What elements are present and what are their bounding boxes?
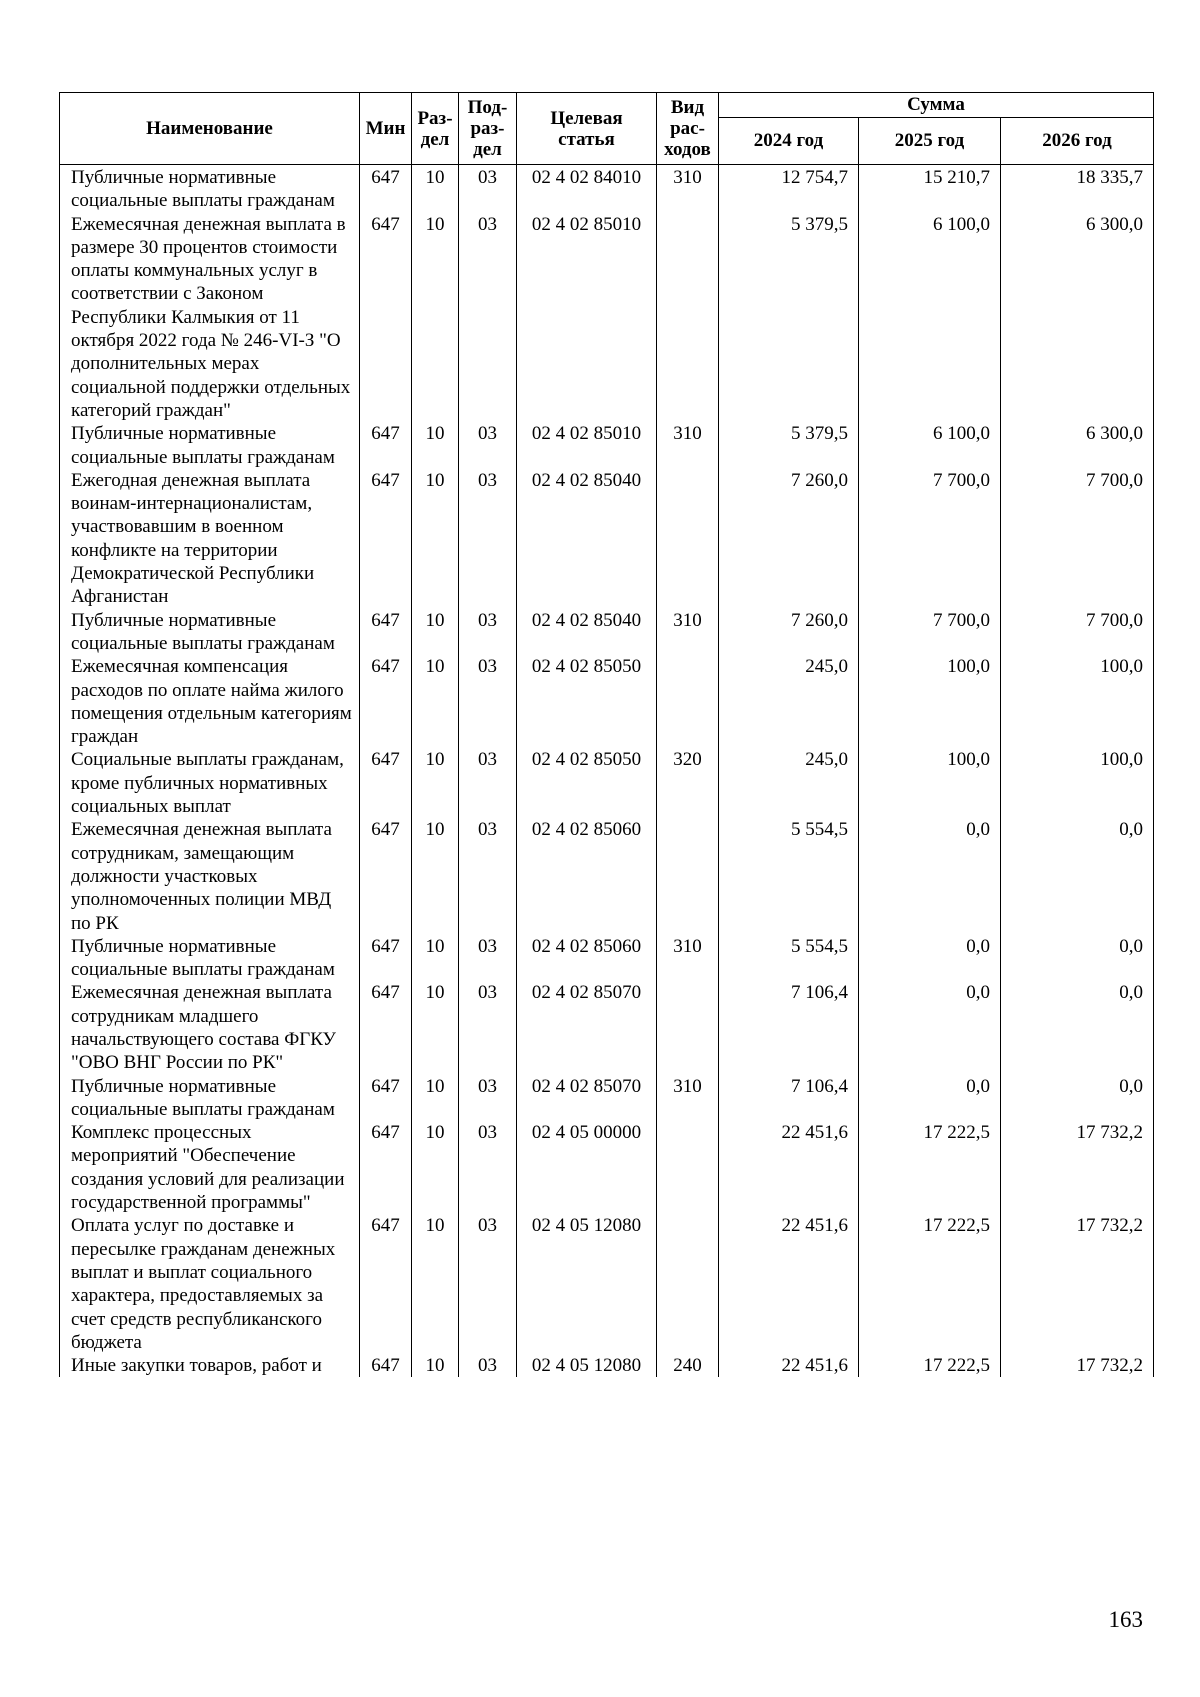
- cell-2026: 18 335,7: [1001, 165, 1154, 213]
- header-year-2025: 2025 год: [859, 118, 1001, 165]
- cell-2026: 7 700,0: [1001, 469, 1154, 609]
- cell-min: 647: [360, 655, 412, 748]
- cell-target: 02 4 02 85050: [517, 655, 657, 748]
- cell-vid: 310: [657, 609, 719, 656]
- cell-name: Публичные нормативные социальные выплаты гражданам: [60, 422, 360, 469]
- cell-target: 02 4 02 85050: [517, 748, 657, 818]
- cell-podrazdel: 03: [459, 469, 517, 609]
- cell-2025: 0,0: [859, 818, 1001, 934]
- header-podrazdel: [459, 93, 517, 165]
- header-vid-line1: Вид: [670, 97, 705, 118]
- cell-2026: 17 732,2: [1001, 1354, 1154, 1377]
- cell-name: Иные закупки товаров, работ и: [60, 1354, 360, 1377]
- cell-target: 02 4 02 85040: [517, 469, 657, 609]
- cell-target: 02 4 05 12080: [517, 1214, 657, 1354]
- cell-target: 02 4 02 85070: [517, 1075, 657, 1122]
- cell-vid: [657, 1121, 719, 1214]
- cell-2024: 7 260,0: [719, 469, 859, 609]
- table-body: [60, 165, 1154, 1378]
- cell-min: 647: [360, 935, 412, 982]
- cell-razdel: 10: [412, 1075, 459, 1122]
- table-row: [60, 213, 1154, 423]
- cell-name: Публичные нормативные социальные выплаты гражданам: [60, 165, 360, 213]
- cell-vid: [657, 1214, 719, 1354]
- cell-target: 02 4 02 85040: [517, 609, 657, 656]
- cell-podrazdel: 03: [459, 1214, 517, 1354]
- cell-vid: [657, 655, 719, 748]
- cell-2024: 12 754,7: [719, 165, 859, 213]
- cell-target: 02 4 02 85010: [517, 422, 657, 469]
- cell-min: 647: [360, 1214, 412, 1354]
- cell-min: 647: [360, 818, 412, 934]
- cell-vid: [657, 818, 719, 934]
- cell-2026: 0,0: [1001, 1075, 1154, 1122]
- cell-podrazdel: 03: [459, 748, 517, 818]
- cell-2026: 0,0: [1001, 981, 1154, 1074]
- header-year-2024: 2024 год: [719, 118, 859, 165]
- cell-2025: 17 222,5: [859, 1214, 1001, 1354]
- cell-podrazdel: 03: [459, 213, 517, 423]
- cell-2024: 22 451,6: [719, 1121, 859, 1214]
- header-razdel: [412, 93, 459, 165]
- cell-razdel: 10: [412, 165, 459, 213]
- table-row: [60, 609, 1154, 656]
- cell-2026: 6 300,0: [1001, 422, 1154, 469]
- budget-table: [59, 92, 1154, 1377]
- header-target-line1: Целевая: [550, 107, 623, 129]
- cell-2025: 0,0: [859, 935, 1001, 982]
- cell-razdel: 10: [412, 422, 459, 469]
- cell-razdel: 10: [412, 935, 459, 982]
- cell-podrazdel: 03: [459, 1075, 517, 1122]
- header-target: [517, 93, 657, 165]
- cell-2024: 5 379,5: [719, 422, 859, 469]
- cell-name: Публичные нормативные социальные выплаты гражданам: [60, 1075, 360, 1122]
- cell-podrazdel: 03: [459, 422, 517, 469]
- table-row: [60, 1121, 1154, 1214]
- cell-name: Публичные нормативные социальные выплаты гражданам: [60, 609, 360, 656]
- cell-2024: 5 554,5: [719, 818, 859, 934]
- cell-razdel: 10: [412, 981, 459, 1074]
- cell-min: 647: [360, 609, 412, 656]
- cell-razdel: 10: [412, 469, 459, 609]
- cell-min: 647: [360, 1075, 412, 1122]
- table-row: [60, 818, 1154, 934]
- cell-vid: 310: [657, 165, 719, 213]
- cell-podrazdel: 03: [459, 818, 517, 934]
- header-min: Мин: [360, 93, 412, 165]
- cell-target: 02 4 02 85060: [517, 935, 657, 982]
- cell-name: Ежемесячная денежная выплата в размере 30 процентов стоимости оплаты коммунальных услуг в соответствии с Законом Республики Калмыкия от 11 октября 2022 года № 246-VI-З "О дополнительных мерах социальной поддержки отдельных категорий граждан": [60, 213, 360, 423]
- cell-vid: 310: [657, 422, 719, 469]
- table-row: [60, 1214, 1154, 1354]
- cell-min: 647: [360, 213, 412, 423]
- table-row: [60, 165, 1154, 213]
- cell-razdel: 10: [412, 609, 459, 656]
- cell-2025: 6 100,0: [859, 422, 1001, 469]
- header-sum: Сумма: [719, 93, 1154, 118]
- cell-2026: 7 700,0: [1001, 609, 1154, 656]
- cell-name: Ежемесячная денежная выплата сотрудникам младшего начальствующего состава ФГКУ "ОВО ВНГ России по РК": [60, 981, 360, 1074]
- cell-2025: 7 700,0: [859, 609, 1001, 656]
- cell-vid: [657, 213, 719, 423]
- cell-razdel: 10: [412, 213, 459, 423]
- cell-2025: 100,0: [859, 655, 1001, 748]
- cell-name: Публичные нормативные социальные выплаты гражданам: [60, 935, 360, 982]
- cell-podrazdel: 03: [459, 655, 517, 748]
- cell-vid: 320: [657, 748, 719, 818]
- cell-2026: 100,0: [1001, 748, 1154, 818]
- cell-target: 02 4 05 00000: [517, 1121, 657, 1214]
- cell-vid: 310: [657, 1075, 719, 1122]
- cell-min: 647: [360, 1121, 412, 1214]
- cell-2025: 7 700,0: [859, 469, 1001, 609]
- cell-vid: 240: [657, 1354, 719, 1377]
- cell-vid: 310: [657, 935, 719, 982]
- cell-2025: 17 222,5: [859, 1354, 1001, 1377]
- cell-2025: 17 222,5: [859, 1121, 1001, 1214]
- cell-razdel: 10: [412, 1121, 459, 1214]
- cell-min: 647: [360, 165, 412, 213]
- cell-2026: 0,0: [1001, 935, 1154, 982]
- cell-min: 647: [360, 422, 412, 469]
- cell-name: Ежегодная денежная выплата воинам-интернационалистам, участвовавшим в военном конфликте на территории Демократической Республики Афганистан: [60, 469, 360, 609]
- cell-2024: 7 106,4: [719, 1075, 859, 1122]
- header-vid: [657, 93, 719, 165]
- cell-razdel: 10: [412, 818, 459, 934]
- cell-razdel: 10: [412, 748, 459, 818]
- cell-vid: [657, 469, 719, 609]
- cell-2024: 22 451,6: [719, 1214, 859, 1354]
- table-header: [60, 93, 1154, 165]
- table-row: [60, 1354, 1154, 1377]
- page-number: 163: [1108, 1607, 1143, 1632]
- cell-2024: 245,0: [719, 655, 859, 748]
- cell-2026: 6 300,0: [1001, 213, 1154, 423]
- cell-2024: 22 451,6: [719, 1354, 859, 1377]
- cell-podrazdel: 03: [459, 609, 517, 656]
- cell-2025: 15 210,7: [859, 165, 1001, 213]
- cell-name: Ежемесячная денежная выплата сотрудникам, замещающим должности участковых уполномоченных полиции МВД по РК: [60, 818, 360, 934]
- cell-target: 02 4 02 84010: [517, 165, 657, 213]
- cell-target: 02 4 02 85070: [517, 981, 657, 1074]
- cell-2025: 100,0: [859, 748, 1001, 818]
- cell-2026: 17 732,2: [1001, 1214, 1154, 1354]
- cell-podrazdel: 03: [459, 1121, 517, 1214]
- cell-podrazdel: 03: [459, 935, 517, 982]
- cell-2025: 0,0: [859, 981, 1001, 1074]
- cell-2024: 245,0: [719, 748, 859, 818]
- cell-2025: 0,0: [859, 1075, 1001, 1122]
- header-target-line2: статья: [558, 128, 615, 150]
- cell-razdel: 10: [412, 655, 459, 748]
- header-year-2026: 2026 год: [1001, 118, 1154, 165]
- header-vid-line2: рас-: [670, 118, 705, 139]
- cell-2025: 6 100,0: [859, 213, 1001, 423]
- cell-min: 647: [360, 1354, 412, 1377]
- cell-2024: 7 106,4: [719, 981, 859, 1074]
- header-vid-line3: ходов: [664, 139, 711, 160]
- cell-min: 647: [360, 981, 412, 1074]
- cell-target: 02 4 05 12080: [517, 1354, 657, 1377]
- cell-name: Оплата услуг по доставке и пересылке гражданам денежных выплат и выплат социального характера, предоставляемых за счет средств республиканского бюджета: [60, 1214, 360, 1354]
- cell-target: 02 4 02 85060: [517, 818, 657, 934]
- cell-name: Социальные выплаты гражданам, кроме публичных нормативных социальных выплат: [60, 748, 360, 818]
- cell-min: 647: [360, 748, 412, 818]
- header-podrazdel-line1: Под-: [467, 97, 508, 118]
- cell-podrazdel: 03: [459, 981, 517, 1074]
- cell-min: 647: [360, 469, 412, 609]
- header-razdel-line2: дел: [420, 128, 450, 150]
- table-row: [60, 469, 1154, 609]
- header-podrazdel-line2: раз-: [470, 118, 505, 139]
- cell-2024: 5 379,5: [719, 213, 859, 423]
- table-row: [60, 981, 1154, 1074]
- cell-2026: 17 732,2: [1001, 1121, 1154, 1214]
- cell-podrazdel: 03: [459, 165, 517, 213]
- cell-2026: 100,0: [1001, 655, 1154, 748]
- table-row: [60, 1075, 1154, 1122]
- cell-2024: 5 554,5: [719, 935, 859, 982]
- cell-2026: 0,0: [1001, 818, 1154, 934]
- cell-2024: 7 260,0: [719, 609, 859, 656]
- header-razdel-line1: Раз-: [417, 107, 453, 129]
- cell-podrazdel: 03: [459, 1354, 517, 1377]
- cell-razdel: 10: [412, 1214, 459, 1354]
- table-row: [60, 748, 1154, 818]
- cell-vid: [657, 981, 719, 1074]
- cell-name: Комплекс процессных мероприятий "Обеспечение создания условий для реализации государственной программы": [60, 1121, 360, 1214]
- table-row: [60, 935, 1154, 982]
- cell-razdel: 10: [412, 1354, 459, 1377]
- cell-name: Ежемесячная компенсация расходов по оплате найма жилого помещения отдельным категориям граждан: [60, 655, 360, 748]
- table-row: [60, 422, 1154, 469]
- header-name: Наименование: [60, 93, 360, 165]
- table-row: [60, 655, 1154, 748]
- cell-target: 02 4 02 85010: [517, 213, 657, 423]
- header-podrazdel-line3: дел: [473, 139, 502, 160]
